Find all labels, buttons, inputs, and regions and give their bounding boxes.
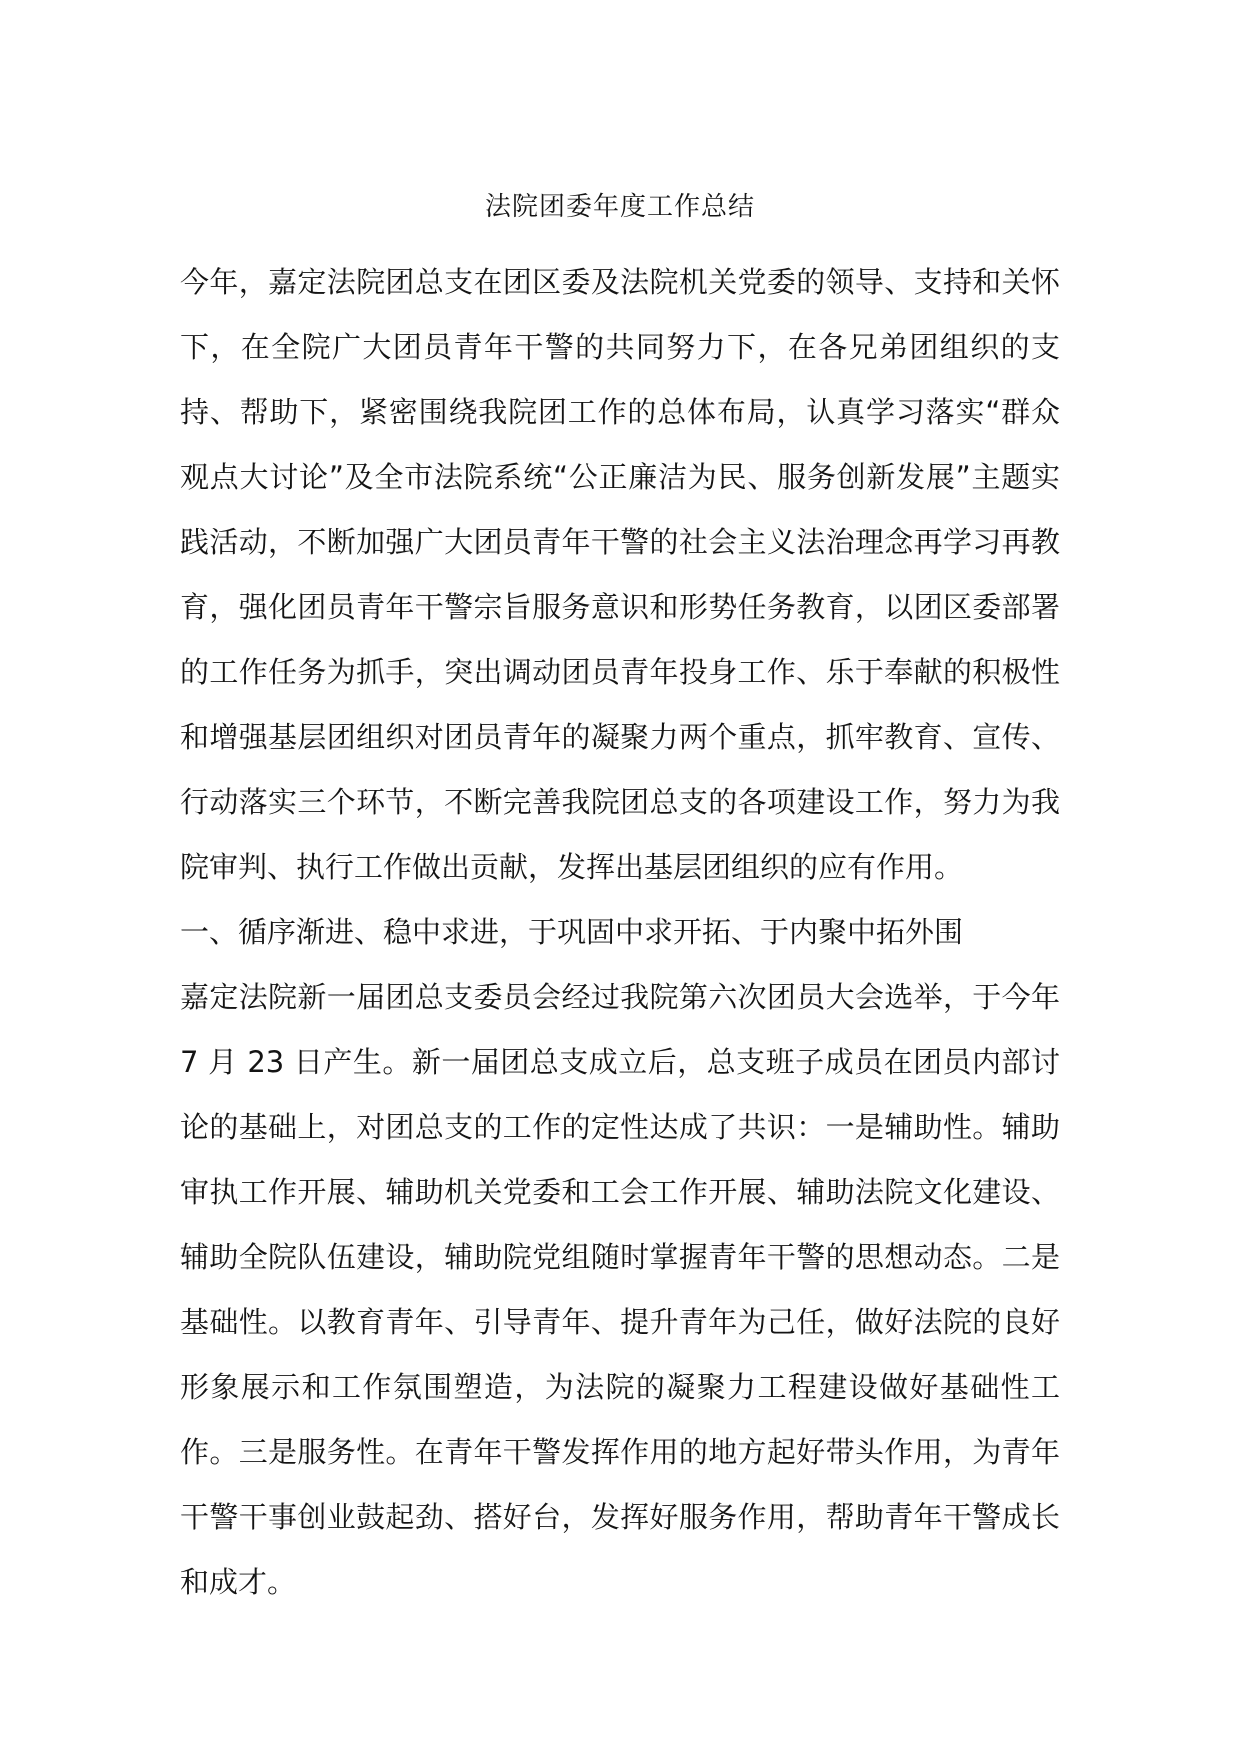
intro-paragraph: 今年，嘉定法院团总支在团区委及法院机关党委的领导、支持和关怀下，在全院广大团员青年干警的共同努力下，在各兄弟团组织的支持、帮助下，紧密围绕我院团工作的总体布局，认真学习落实“群众观点大讨论”及全市法院系统“公正廉洁为民、服务创新发展”主题实践活动，不断加强广大团员青年干警的社会主义法治理念再学习再教育，强化团员青年干警宗旨服务意识和形势任务教育，以团区委部署的工作任务为抓手，突出调动团员青年投身工作、乐于奉献的积极性和增强基层团组织对团员青年的凝聚力两个重点，抓牢教育、宣传、行动落实三个环节，不断完善我院团总支的各项建设工作，努力为我院审判、执行工作做出贡献，发挥出基层团组织的应有作用。 bbox=[180, 265, 1060, 884]
document-title: 法院团委年度工作总结 bbox=[484, 192, 755, 222]
section-heading-1: 一、循序渐进、稳中求进，于巩固中求开拓、于内聚中拓外围 bbox=[180, 915, 964, 949]
document-body bbox=[180, 250, 1060, 1615]
section-1-paragraph: 嘉定法院新一届团总支委员会经过我院第六次团员大会选举，于今年 7 月 23 日产生。新一届团总支成立后，总支班子成员在团员内部讨论的基础上，对团总支的工作的定性达成了共识：一是辅助性。辅助审执工作开展、辅助机关党委和工会工作开展、辅助法院文化建设、辅助全院队伍建设，辅助院党组随时掌握青年干警的思想动态。二是基础性。以教育青年、引导青年、提升青年为己任，做好法院的良好形象展示和工作氛围塑造，为法院的凝聚力工程建设做好基础性工作。三是服务性。在青年干警发挥作用的地方起好带头作用，为青年干警干事创业鼓起劲、搭好台，发挥好服务作用，帮助青年干警成长和成才。 bbox=[180, 980, 1060, 1599]
